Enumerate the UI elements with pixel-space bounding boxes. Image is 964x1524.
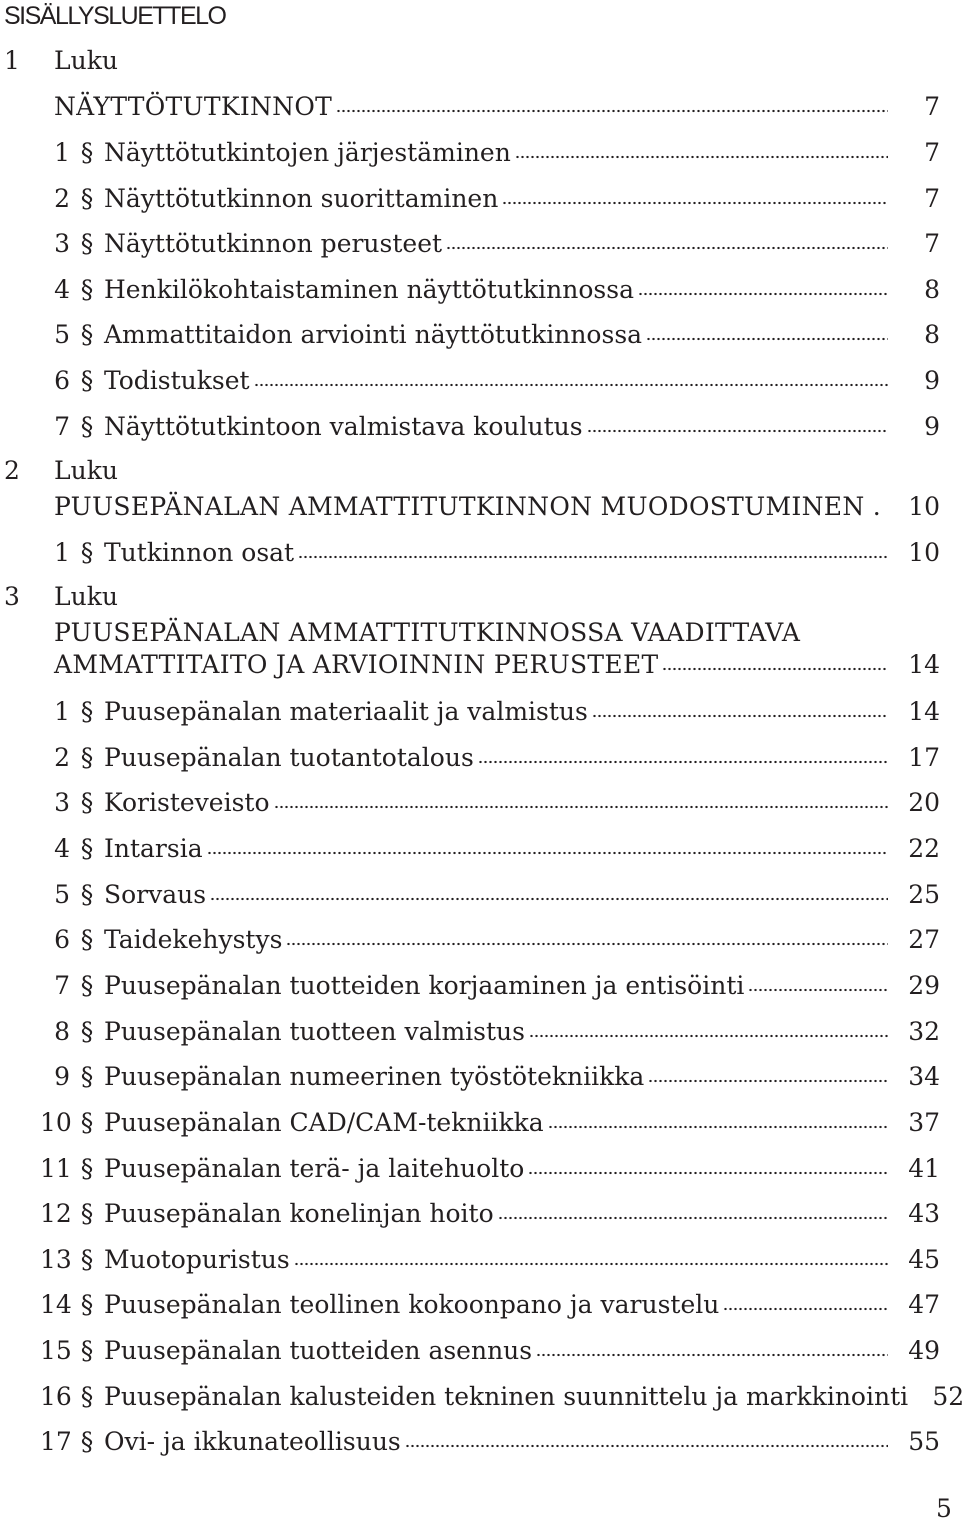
section-title: Henkilökohtaistaminen näyttötutkinnossa — [104, 274, 634, 304]
section-symbol: § — [80, 1016, 94, 1046]
section-number: 13 — [40, 1244, 72, 1274]
page-reference: 29 — [908, 970, 940, 1000]
dot-leader — [529, 1034, 888, 1038]
section-title: Puusepänalan tuotteiden asennus — [104, 1336, 533, 1366]
chapter-number: 1 — [4, 46, 20, 75]
section-number: 1 — [54, 538, 70, 567]
page-number: 5 — [936, 1494, 952, 1523]
dot-leader — [478, 760, 888, 764]
section-title: Taidekehystys — [104, 925, 283, 955]
page-reference: 25 — [908, 879, 940, 909]
toc-chapter-entry[interactable] — [54, 492, 940, 522]
section-symbol: § — [80, 1244, 94, 1274]
section-title: Puusepänalan terä- ja laitehuolto — [104, 1153, 525, 1183]
section-title: Puusepänalan teollinen kokoonpano ja varustelu — [104, 1290, 720, 1320]
page-reference: 47 — [908, 1290, 940, 1320]
toc-section-entry[interactable] — [40, 229, 940, 259]
section-symbol: § — [80, 697, 94, 726]
page-reference: 49 — [908, 1336, 940, 1366]
chapter-title: PUUSEPÄNALAN AMMATTITUTKINNON MUODOSTUMINEN . — [54, 492, 881, 521]
section-number: 1 — [54, 697, 70, 726]
section-number: 12 — [40, 1199, 72, 1229]
dot-leader — [885, 509, 888, 513]
page-reference: 8 — [924, 320, 940, 350]
page-reference: 22 — [908, 833, 940, 863]
section-number: 16 — [40, 1381, 72, 1411]
section-symbol: § — [80, 925, 94, 955]
toc-section-entry[interactable] — [40, 184, 940, 214]
dot-leader — [548, 1125, 888, 1129]
section-title: Puusepänalan tuotantotalous — [104, 742, 474, 772]
page-reference: 10 — [908, 538, 940, 567]
dot-leader — [748, 988, 888, 992]
toc-section-entry[interactable] — [40, 971, 940, 1001]
dot-leader — [207, 851, 888, 855]
dot-leader — [536, 1353, 888, 1357]
section-symbol: § — [80, 788, 94, 818]
dot-leader — [528, 1171, 888, 1175]
section-symbol: § — [80, 1199, 94, 1229]
section-number: 2 — [54, 183, 70, 213]
section-symbol: § — [80, 538, 94, 567]
dot-leader — [502, 201, 888, 205]
toc-section-entry[interactable] — [40, 138, 940, 168]
section-title: Sorvaus — [104, 879, 207, 909]
section-number: 3 — [54, 788, 70, 818]
page-title: SISÄLLYSLUETTELO — [4, 2, 226, 30]
section-title: Näyttötutkinnon perusteet — [104, 229, 443, 259]
section-title: Näyttötutkintojen järjestäminen — [104, 138, 511, 167]
page-reference: 32 — [908, 1016, 940, 1046]
section-symbol: § — [80, 411, 94, 441]
dot-leader — [648, 1079, 888, 1083]
chapter-title: NÄYTTÖTUTKINNOT — [54, 92, 333, 121]
section-symbol: § — [80, 229, 94, 259]
page-reference: 10 — [908, 492, 940, 521]
dot-leader — [254, 383, 888, 387]
toc-section-entry[interactable] — [40, 925, 940, 955]
section-title: Tutkinnon osat — [104, 538, 295, 567]
page-reference: 20 — [908, 788, 940, 818]
toc-section-entry[interactable] — [40, 1062, 940, 1092]
toc-section-entry[interactable] — [40, 1108, 940, 1138]
section-title: Intarsia — [104, 833, 203, 863]
section-number: 2 — [54, 742, 70, 772]
section-title: Ammattitaidon arviointi näyttötutkinnossa — [104, 320, 643, 350]
section-symbol: § — [80, 879, 94, 909]
section-symbol: § — [80, 366, 94, 395]
toc-section-entry[interactable] — [40, 538, 940, 568]
page-reference: 7 — [924, 229, 940, 259]
section-number: 15 — [40, 1336, 72, 1366]
page-reference: 7 — [924, 138, 940, 167]
section-symbol: § — [80, 970, 94, 1000]
section-symbol: § — [80, 320, 94, 350]
section-number: 4 — [54, 833, 70, 863]
page-reference: 8 — [924, 274, 940, 304]
section-title: Puusepänalan numeerinen työstötekniikka — [104, 1062, 645, 1092]
toc-section-entry[interactable] — [40, 1245, 940, 1275]
section-number: 5 — [54, 320, 70, 350]
toc-section-entry[interactable] — [40, 412, 940, 442]
section-number: 7 — [54, 411, 70, 441]
section-title: Näyttötutkintoon valmistava koulutus — [104, 411, 583, 441]
dot-leader — [294, 1262, 888, 1266]
section-title: Puusepänalan tuotteen valmistus — [104, 1016, 525, 1046]
section-number: 8 — [54, 1016, 70, 1046]
page-reference: 52 — [932, 1381, 964, 1411]
section-number: 3 — [54, 229, 70, 259]
section-number: 10 — [40, 1107, 72, 1137]
section-symbol: § — [80, 1336, 94, 1366]
page-reference: 14 — [908, 650, 940, 679]
section-symbol: § — [80, 833, 94, 863]
dot-leader — [592, 714, 888, 718]
page-reference: 41 — [908, 1153, 940, 1183]
toc-chapter-entry[interactable] — [54, 650, 940, 680]
section-number: 14 — [40, 1290, 72, 1320]
chapter-number: 3 — [4, 582, 20, 611]
page-reference: 34 — [908, 1062, 940, 1092]
section-symbol: § — [80, 1381, 94, 1411]
section-number: 4 — [54, 274, 70, 304]
dot-leader — [646, 337, 888, 341]
dot-leader — [274, 805, 888, 809]
dot-leader — [336, 109, 888, 113]
section-title: Todistukset — [104, 366, 250, 395]
chapter-title: AMMATTITAITO JA ARVIOINNIN PERUSTEET — [54, 650, 659, 679]
section-number: 9 — [54, 1062, 70, 1092]
section-title: Muotopuristus — [104, 1244, 290, 1274]
section-symbol: § — [80, 183, 94, 213]
page-reference: 37 — [908, 1107, 940, 1137]
section-number: 6 — [54, 925, 70, 955]
dot-leader — [298, 555, 888, 559]
chapter-label: Luku — [54, 582, 118, 611]
section-symbol: § — [80, 138, 94, 167]
section-symbol: § — [80, 1062, 94, 1092]
section-symbol: § — [80, 274, 94, 304]
section-number: 17 — [40, 1427, 72, 1457]
dot-leader — [515, 155, 888, 159]
toc-section-entry[interactable] — [40, 1427, 940, 1457]
dot-leader — [405, 1444, 888, 1448]
dot-leader — [638, 292, 888, 296]
dot-leader — [286, 942, 888, 946]
section-symbol: § — [80, 742, 94, 772]
page-reference: 7 — [924, 183, 940, 213]
page-reference: 9 — [924, 366, 940, 395]
toc-section-entry[interactable] — [40, 366, 940, 396]
section-number: 6 — [54, 366, 70, 395]
chapter-title-line: PUUSEPÄNALAN AMMATTITUTKINNOSSA VAADITTAVA — [54, 618, 801, 647]
section-symbol: § — [80, 1290, 94, 1320]
toc-section-entry[interactable] — [40, 275, 940, 305]
section-title: Koristeveisto — [104, 788, 270, 818]
section-symbol: § — [80, 1427, 94, 1457]
dot-leader — [662, 667, 888, 671]
section-title: Ovi- ja ikkunateollisuus — [104, 1427, 401, 1457]
toc-chapter-entry[interactable] — [54, 92, 940, 122]
dot-leader — [446, 246, 888, 250]
page-reference: 17 — [908, 742, 940, 772]
section-title: Puusepänalan kalusteiden tekninen suunnittelu ja markkinointi — [104, 1381, 909, 1411]
section-title: Puusepänalan CAD/CAM-tekniikka — [104, 1107, 544, 1137]
toc-section-entry[interactable] — [40, 880, 940, 910]
dot-leader — [498, 1216, 888, 1220]
toc-section-entry[interactable] — [40, 697, 940, 727]
page-reference: 7 — [924, 92, 940, 121]
toc-section-entry[interactable] — [40, 1290, 940, 1320]
section-title: Näyttötutkinnon suorittaminen — [104, 183, 499, 213]
section-symbol: § — [80, 1153, 94, 1183]
page-reference: 45 — [908, 1244, 940, 1274]
dot-leader — [723, 1307, 888, 1311]
chapter-label: Luku — [54, 456, 118, 485]
dot-leader — [587, 429, 888, 433]
section-title: Puusepänalan konelinjan hoito — [104, 1199, 494, 1229]
toc-section-entry[interactable] — [40, 1154, 940, 1184]
dot-leader — [210, 897, 888, 901]
page-reference: 55 — [908, 1427, 940, 1457]
toc-section-entry[interactable] — [40, 1381, 964, 1412]
toc-section-entry[interactable] — [40, 1336, 940, 1366]
section-symbol: § — [80, 1107, 94, 1137]
section-title: Puusepänalan tuotteiden korjaaminen ja entisöinti — [104, 970, 745, 1000]
toc-section-entry[interactable] — [40, 788, 940, 818]
page-reference: 9 — [924, 411, 940, 441]
chapter-number: 2 — [4, 456, 20, 485]
page-reference: 27 — [908, 925, 940, 955]
section-title: Puusepänalan materiaalit ja valmistus — [104, 697, 588, 726]
chapter-label: Luku — [54, 46, 118, 75]
section-number: 1 — [54, 138, 70, 167]
page-reference: 14 — [908, 697, 940, 726]
toc-section-entry[interactable] — [40, 743, 940, 773]
section-number: 11 — [40, 1153, 72, 1183]
section-number: 7 — [54, 970, 70, 1000]
section-number: 5 — [54, 879, 70, 909]
toc-section-entry[interactable] — [40, 320, 940, 350]
toc-section-entry[interactable] — [40, 1017, 940, 1047]
page-reference: 43 — [908, 1199, 940, 1229]
toc-section-entry[interactable] — [40, 834, 940, 864]
toc-section-entry[interactable] — [40, 1199, 940, 1229]
